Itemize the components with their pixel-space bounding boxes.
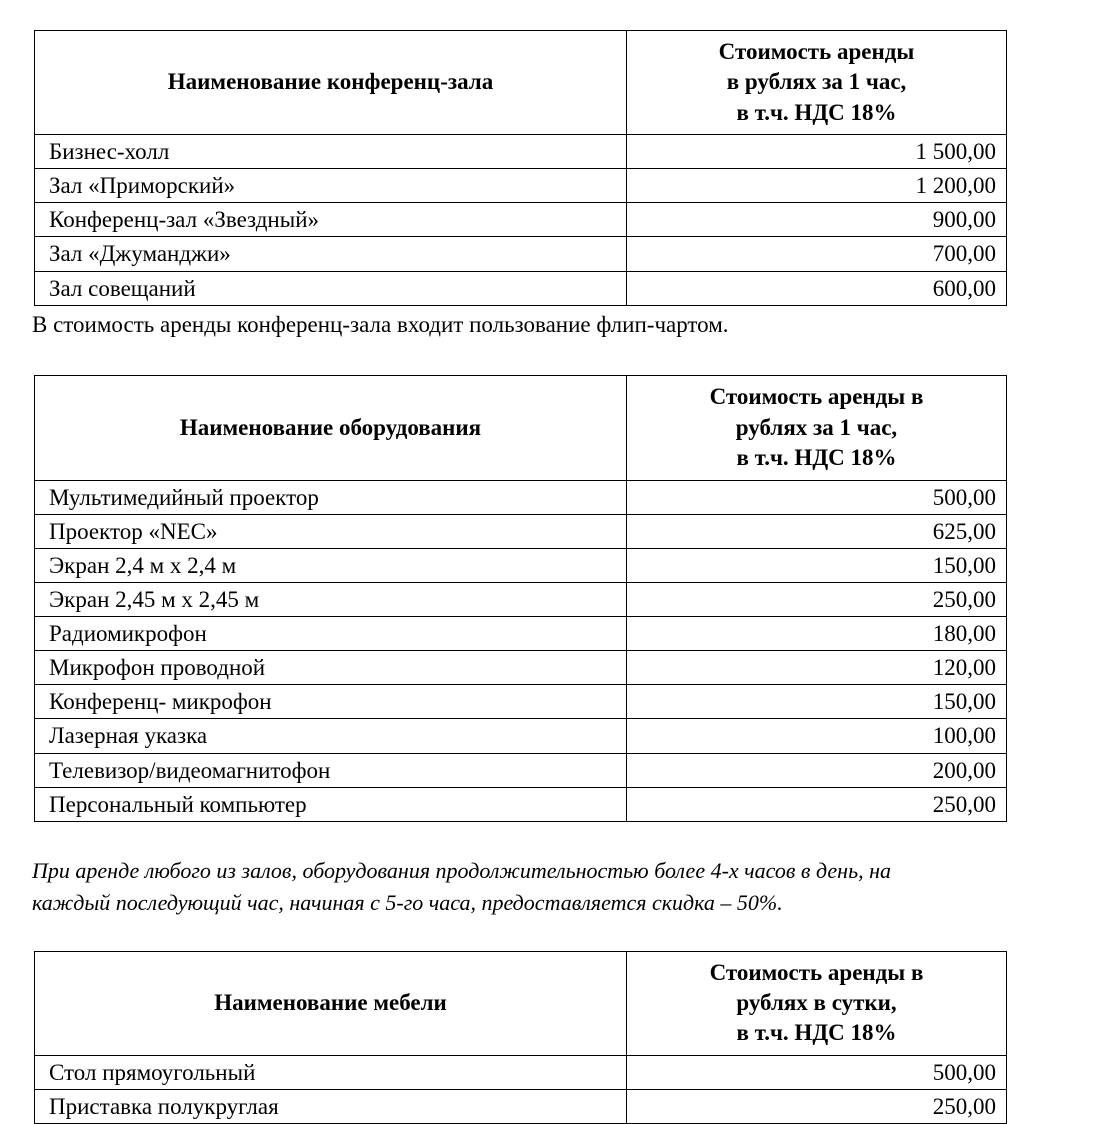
- halls-price-table: [34, 30, 1007, 306]
- row-price: 200,00: [627, 753, 1007, 787]
- row-price: 120,00: [627, 651, 1007, 685]
- table-row: [35, 582, 1007, 616]
- row-name: Телевизор/видеомагнитофон: [35, 753, 627, 787]
- row-price: 150,00: [627, 548, 1007, 582]
- row-price: 1 200,00: [627, 169, 1007, 203]
- equipment-price-table: [34, 375, 1007, 821]
- row-name: Экран 2,4 м х 2,4 м: [35, 548, 627, 582]
- row-name: Конференц-зал «Звездный»: [35, 203, 627, 237]
- discount-note-line-2: каждый последующий час, начиная с 5-го часа, предоставляется скидка – 50%.: [32, 889, 783, 915]
- table-row: [35, 787, 1007, 821]
- row-price: 250,00: [627, 1089, 1007, 1123]
- row-price: 180,00: [627, 617, 1007, 651]
- header-cell-name: Наименование оборудования: [35, 376, 627, 480]
- header-cell-name: Наименование мебели: [35, 951, 627, 1055]
- row-price: 900,00: [627, 203, 1007, 237]
- header-price-line-1: Стоимость аренды в: [709, 384, 924, 410]
- row-price: 700,00: [627, 237, 1007, 271]
- header-price-line-1: Стоимость аренды: [718, 39, 915, 64]
- table-row: [35, 480, 1007, 514]
- table-row: [35, 548, 1007, 582]
- row-price: 250,00: [627, 787, 1007, 821]
- row-price: 500,00: [627, 1055, 1007, 1089]
- furniture-price-table: [34, 951, 1007, 1124]
- row-price: 100,00: [627, 719, 1007, 753]
- row-price: 1 500,00: [627, 135, 1007, 169]
- header-price-line-1: Стоимость аренды в: [709, 959, 924, 985]
- section-spacer-2: [32, 822, 1071, 855]
- table-row: [35, 753, 1007, 787]
- row-name: Стол прямоугольный: [35, 1055, 627, 1089]
- furniture-table-block: [32, 951, 1071, 1124]
- row-price: 500,00: [627, 480, 1007, 514]
- row-price: 625,00: [627, 514, 1007, 548]
- header-cell-price: [627, 31, 1007, 135]
- row-name: Зал «Приморский»: [35, 169, 627, 203]
- table-header-row: [35, 951, 1007, 1055]
- row-name: Зал совещаний: [35, 271, 627, 305]
- row-name: Приставка полукруглая: [35, 1089, 627, 1123]
- row-name: Бизнес-холл: [35, 135, 627, 169]
- header-cell-name: Наименование конференц-зала: [35, 31, 627, 135]
- table-row: [35, 237, 1007, 271]
- table-row: [35, 169, 1007, 203]
- row-price: 250,00: [627, 582, 1007, 616]
- header-cell-price: [627, 951, 1007, 1055]
- row-name: Мультимедийный проектор: [35, 480, 627, 514]
- flipchart-note: В стоимость аренды конференц-зала входит пользование флип-чартом.: [32, 311, 729, 337]
- header-price-line-3: в т.ч. НДС 18%: [736, 445, 897, 471]
- table-header-row: [35, 376, 1007, 480]
- header-cell-price: [627, 376, 1007, 480]
- row-name: Персональный компьютер: [35, 787, 627, 821]
- row-name: Зал «Джуманджи»: [35, 237, 627, 271]
- halls-table-block: [32, 30, 1071, 306]
- table-header-row: [35, 31, 1007, 135]
- row-name: Радиомикрофон: [35, 617, 627, 651]
- table-row: [35, 685, 1007, 719]
- header-price-line-2: в рублях за 1 час,: [726, 69, 907, 95]
- table-row: [35, 719, 1007, 753]
- row-price: 600,00: [627, 271, 1007, 305]
- row-name: Экран 2,45 м х 2,45 м: [35, 582, 627, 616]
- header-price-line-3: в т.ч. НДС 18%: [736, 99, 897, 125]
- table-row: [35, 617, 1007, 651]
- row-price: 150,00: [627, 685, 1007, 719]
- header-price-line-2: рублях за 1 час,: [735, 414, 898, 440]
- section-spacer-3: [32, 919, 1071, 951]
- discount-note-line-1: При аренде любого из залов, оборудования продолжительностью более 4-х часов в день, на: [32, 857, 891, 883]
- table-row: [35, 271, 1007, 305]
- table-row: [35, 1089, 1007, 1123]
- row-name: Конференц- микрофон: [35, 685, 627, 719]
- top-spacer: [32, 0, 1071, 30]
- row-name: Лазерная указка: [35, 719, 627, 753]
- row-name: Микрофон проводной: [35, 651, 627, 685]
- row-name: Проектор «NEC»: [35, 514, 627, 548]
- table-row: [35, 651, 1007, 685]
- header-price-line-3: в т.ч. НДС 18%: [736, 1020, 897, 1046]
- table-row: [35, 514, 1007, 548]
- section-spacer-1: [32, 339, 1071, 375]
- equipment-table-block: [32, 375, 1071, 821]
- header-price-line-2: рублях в сутки,: [736, 989, 897, 1015]
- table-row: [35, 1055, 1007, 1089]
- table-row: [35, 135, 1007, 169]
- table-row: [35, 203, 1007, 237]
